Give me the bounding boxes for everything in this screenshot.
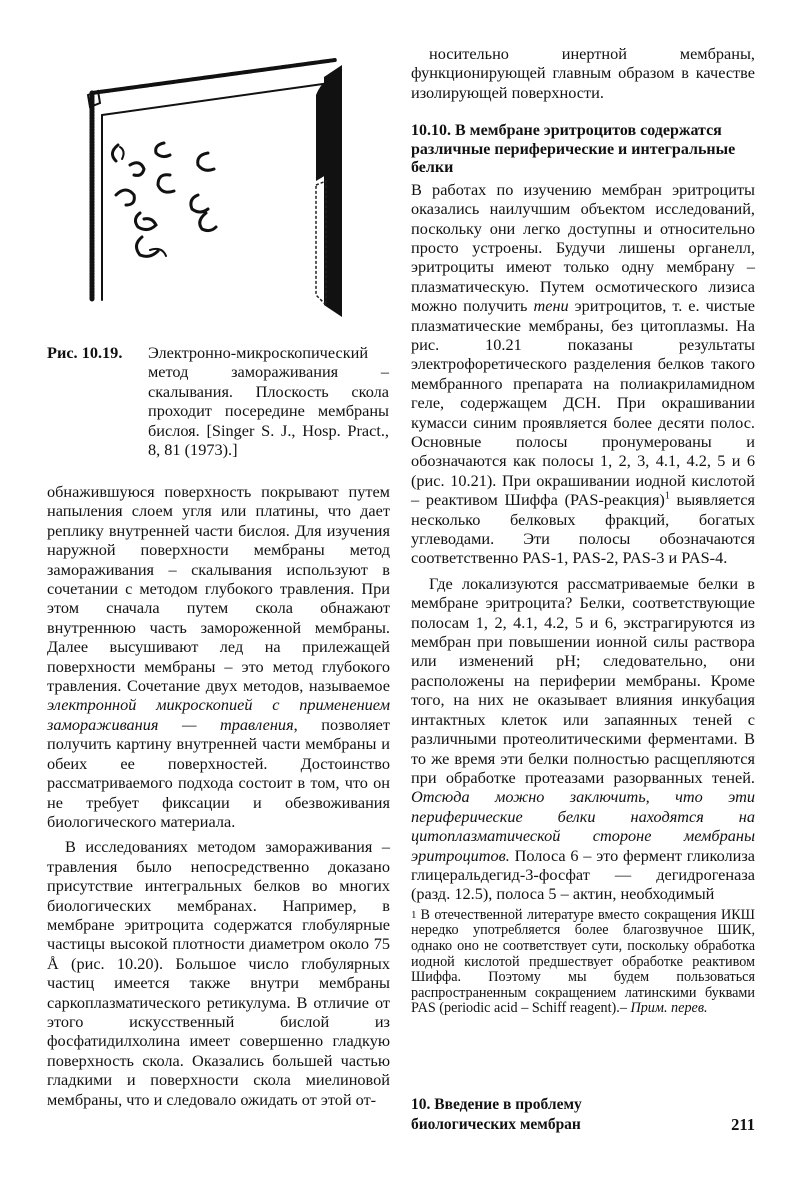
- footnote: $^1$ В отечественной литературе вместо сокращения ИКШ нередко употребляется более благозвучное ШИК, однако оно не соответствует сути, поскольку обработка иодной кислотой предшествует обработке реактивом Шиффа. Поэтому мы будем пользоваться распространенным сокращением латинскими буквами PAS (periodic acid – Schiff reagent).– Прим. перев.: [411, 906, 755, 1017]
- fracture-slab-edge: [316, 81, 326, 181]
- footnote-ref: 1: [664, 490, 670, 502]
- paragraph: В работах по изучению мембран эритроциты оказались наилучшим объектом исследований, поскольку они легко доступны и относительно просто устроены. Будучи лишены органелл, эритроциты имеют только одну мембрану – плазматическую. Путем осмотического лизиса можно получить тени эритроцитов, т. е. чистые плазматические мембраны, без цитоплазмы. На рис. 10.21 показаны результаты электрофоретического разделения белков такого мембранного препарата на полиакриламидном геле, содержащем ДСН. При окрашивании кумасси синим проявляется более десяти полос. Основные полосы пронумерованы и обозначаются как полосы 1, 2, 3, 4.1, 4.2, 5 и 6 (рис. 10.21). При окрашивании иодной кислотой – реактивом Шиффа (PAS-реакция)$^1$ выявляется несколько белковых фракций, богатых углеводами. Эти полосы обозначаются соответственно PAS-1, PAS-2, PAS-3 и PAS-4.: [411, 179, 756, 568]
- particle: [191, 195, 208, 212]
- italic-sentence: Отсюда можно заключить, что эти периферические белки находятся на цитоплазматической стороне мембраны эритроцитов.: [411, 787, 755, 865]
- freeze-fracture-figure: [80, 55, 380, 350]
- particle: [130, 163, 144, 176]
- left-column: [47, 482, 390, 1109]
- particle: [158, 175, 174, 192]
- right-column: [411, 44, 755, 1017]
- paragraph: обнажившуюся поверхность покрывают путем напыления слоем угля или платины, что дает реплику внутренней части бислоя. Для изучения наружной поверхности мембраны метод замораживания – скалывания используют в сочетании с методом глубокого травления. При этом сначала путем скола обнажают внутреннюю часть замороженной мембраны. Далее высушивают лед на прилежащей поверхности мембраны – это метод глубокого травления. Сочетание двух методов, называемое электронной микроскопией с применением замораживания — травления, позволяет получить картину внутренней части мембраны и обеих ее поверхностей. Достоинство рассматриваемого подхода состоит в том, что он не требует фиксации и обезвоживания биологического материала.: [47, 482, 390, 831]
- section-heading: 10.10. В мембране эритроцитов содержатся различные периферические и интегральные белки: [411, 122, 736, 177]
- particle: [135, 213, 156, 230]
- particle: [198, 153, 214, 170]
- particle: [156, 143, 170, 157]
- page-number: 211: [731, 1115, 755, 1134]
- chapter-title-line: 10. Введение в проблему: [411, 1096, 582, 1113]
- particle: [120, 147, 124, 159]
- italic-term: тени: [533, 296, 569, 316]
- italic-term: электронной микроскопией с применением замораживания — травления: [47, 695, 390, 734]
- running-footer: [411, 1095, 755, 1134]
- particle: [112, 145, 118, 161]
- footnote-mark: 1: [411, 908, 417, 921]
- chapter-title-line: биологических мембран: [411, 1115, 581, 1133]
- figure-caption-text: Электронно-микроскопический метод замораживания – скалывания. Плоскость скола проходит посередине мембраны бислоя. [Singer S. J., Hosp. Pract., 8, 81 (1973).]: [148, 343, 389, 460]
- paragraph: В исследованиях методом замораживания – травления было непосредственно доказано присутствие интегральных белков во многих биологических мембранах. Например, в мембране эритроцита содержатся глобулярные частицы высокой плотности диаметром около 75 Å (рис. 10.20). Большое число глобулярных частиц имеется также внутри мембраны саркоплазматического ретикулума. В отличие от этого искусственный бислой из фосфатидилхолина имеет совершенно гладкую поверхность скола. Оказались большей частью гладкими и поверхности скола миелиновой мембраны, что и следовало ожидать от этой от-: [47, 837, 390, 1109]
- figure-label: Рис. 10.19.: [47, 343, 123, 362]
- particle: [116, 190, 134, 205]
- particle: [200, 213, 216, 231]
- paragraph: Где локализуются рассматриваемые белки в мембране эритроцита? Белки, соответствующие полосам 1, 2, 4.1, 4.2, 5 и 6, экстрагируются из мембран при повышении ионной силы раствора или изменений pH; следовательно, они расположены на периферии мембраны. Кроме того, на них не оказывает влияния инкубация интактных клеток или запаянных теней с различными протеолитическими ферментами. В то же время эти белки полностью расщепляются при обработке протеазами разорванных теней. Отсюда можно заключить, что эти периферические белки находятся на цитоплазматической стороне мембраны эритроцитов. Полоса 6 – это фермент гликолиза глицеральдегид-3-фосфат — дегидрогеназа (разд. 12.5), полоса 5 – актин, необходимый: [411, 573, 755, 904]
- figure-caption: [47, 343, 389, 459]
- particle: [136, 237, 158, 256]
- paragraph: носительно инертной мембраны, функционирующей главным образом в качестве изолирующей поверхности.: [411, 44, 755, 102]
